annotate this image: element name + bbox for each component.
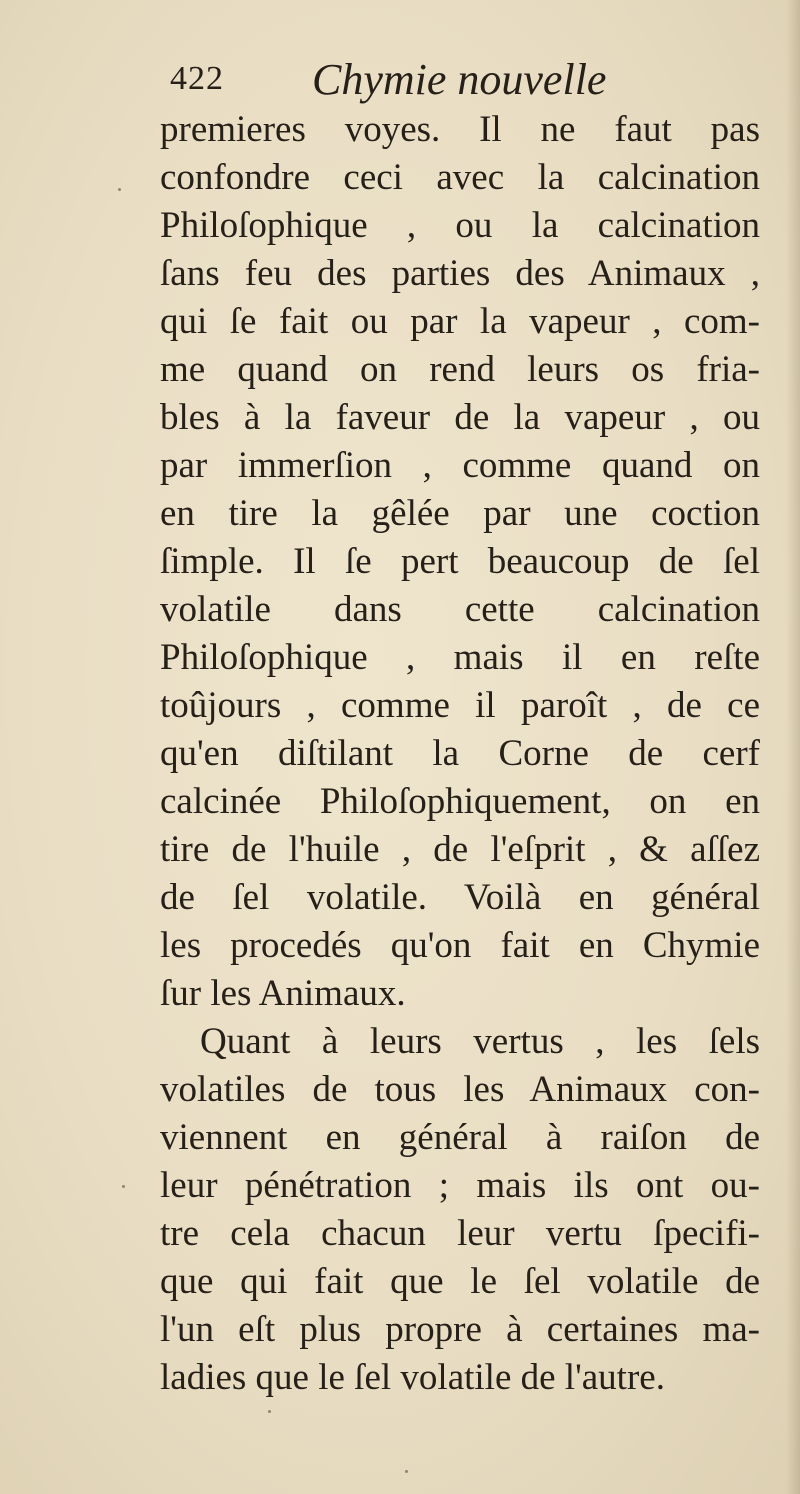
text-line: en tire la gêlée par une coction: [160, 493, 760, 534]
page-number: 422: [170, 60, 224, 97]
running-head: Chymie nouvelle: [312, 55, 607, 104]
text-line: tre cela chacun leur vertu ſpecifi-: [160, 1213, 760, 1254]
text-line: ſimple. Il ſe pert beaucoup de ſel: [160, 541, 760, 582]
text-line: confondre ceci avec la calcination: [160, 157, 760, 198]
text-line: bles à la faveur de la vapeur , ou: [160, 397, 760, 438]
text-line: leur pénétration ; mais ils ont ou-: [160, 1165, 760, 1206]
text-line: l'un eſt plus propre à certaines ma-: [160, 1309, 760, 1350]
text-line: Philoſophique , mais il en reſte: [160, 637, 760, 678]
text-line: viennent en général à raiſon de: [160, 1117, 760, 1158]
text-line: qu'en diſtilant la Corne de cerf: [160, 733, 760, 774]
text-line: les procedés qu'on fait en Chymie: [160, 925, 760, 966]
text-line: que qui fait que le ſel volatile de: [160, 1261, 760, 1302]
text-line: ſans feu des parties des Animaux ,: [160, 253, 760, 294]
text-line: calcinée Philoſophiquement, on en: [160, 781, 760, 822]
text-line: par immerſion , comme quand on: [160, 445, 760, 486]
text-line: volatile dans cette calcination: [160, 589, 760, 630]
text-line: Philoſophique , ou la calcination: [160, 205, 760, 246]
text-line: de ſel volatile. Voilà en général: [160, 877, 760, 918]
text-line: premieres voyes. Il ne faut pas: [160, 109, 760, 150]
text-line: qui ſe fait ou par la vapeur , com-: [160, 301, 760, 342]
text-line: me quand on rend leurs os fria-: [160, 349, 760, 390]
text-line: volatiles de tous les Animaux con-: [160, 1069, 760, 1110]
paper-speck: [122, 1185, 125, 1188]
text-line: ladies que le ſel volatile de l'autre.: [160, 1357, 665, 1398]
paper-speck: [268, 1410, 271, 1413]
paper-speck: [405, 1470, 408, 1473]
paragraph-first-line: Quant à leurs vertus , les ſels: [200, 1021, 760, 1062]
page-edge-shadow: [786, 0, 800, 1494]
paper-speck: [118, 188, 121, 191]
text-line: tire de l'huile , de l'eſprit , & aſſez: [160, 829, 760, 870]
text-line: toûjours , comme il paroît , de ce: [160, 685, 760, 726]
text-line: ſur les Animaux.: [160, 973, 406, 1014]
